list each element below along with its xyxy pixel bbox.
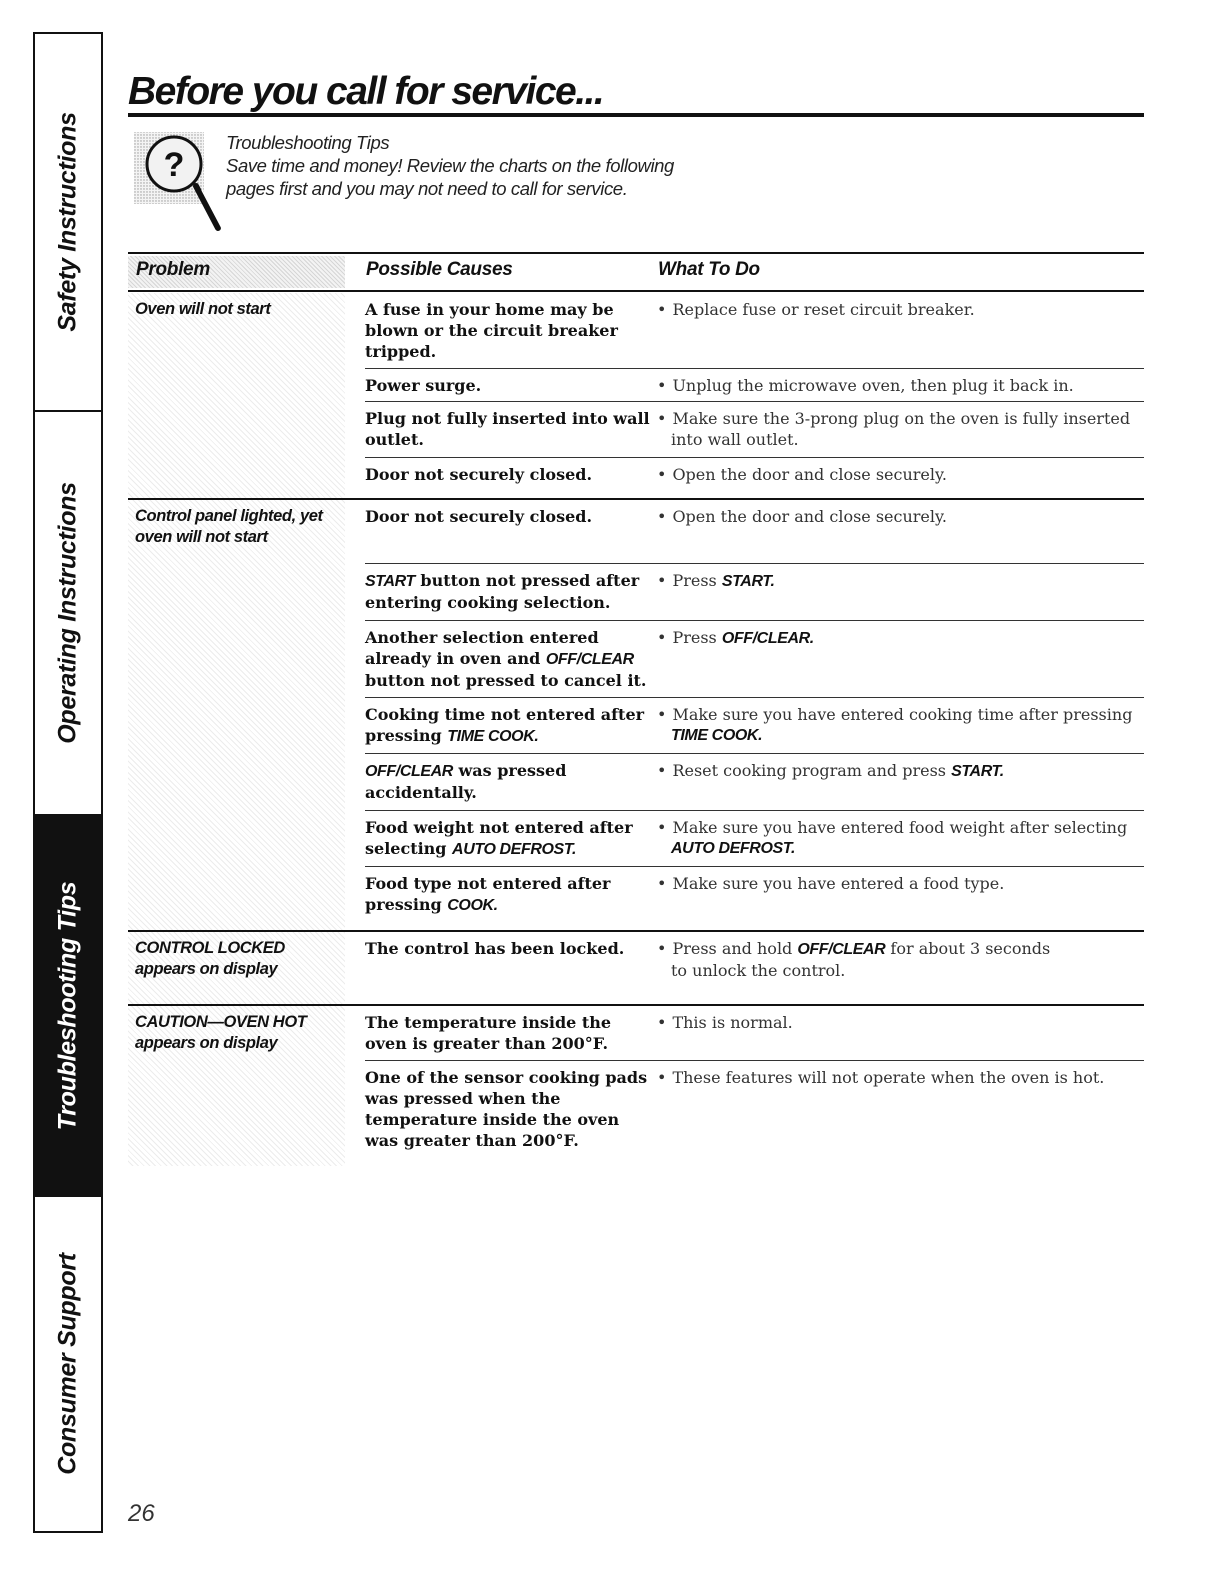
problem-group bbox=[128, 1006, 1144, 1166]
tab-label: Consumer Support bbox=[53, 1253, 82, 1475]
column-header-causes: Possible Causes bbox=[366, 259, 513, 280]
problem-line: oven will not start bbox=[135, 528, 268, 546]
problem-cell bbox=[128, 932, 345, 1004]
troubleshooting-table bbox=[128, 293, 1144, 1166]
todo-cell: • Make sure you have entered a food type. bbox=[657, 874, 1005, 893]
problem-cell bbox=[128, 1006, 345, 1166]
table-head-rule bbox=[128, 290, 1144, 292]
page-title: Before you call for service... bbox=[128, 70, 604, 113]
todo-text: for about 3 seconds bbox=[885, 939, 1051, 958]
table-row bbox=[365, 867, 1144, 930]
problem-line: CONTROL LOCKED bbox=[135, 939, 285, 957]
tab-safety-instructions[interactable] bbox=[35, 34, 101, 412]
tab-label: Safety Instructions bbox=[53, 112, 82, 332]
cause-cell: Power surge. bbox=[365, 376, 482, 395]
problem-label bbox=[128, 293, 345, 320]
cause-cell bbox=[365, 760, 657, 805]
table-row bbox=[365, 564, 1144, 621]
keyword-auto-defrost: AUTO DEFROST. bbox=[671, 840, 795, 857]
problem-cell bbox=[128, 293, 345, 498]
cause-text: pressing bbox=[365, 895, 448, 914]
cause-text: button not pressed after entering cooking selection. bbox=[365, 571, 640, 612]
todo-text: These features will not operate when the oven is hot. bbox=[672, 1068, 1105, 1087]
table-row bbox=[365, 1006, 1144, 1061]
section-tabs bbox=[33, 32, 103, 1533]
todo-cell: • Open the door and close securely. bbox=[657, 465, 948, 484]
problem-group bbox=[128, 500, 1144, 932]
table-row bbox=[365, 1061, 1144, 1166]
todo-cell: • These features will not operate when the oven is hot. bbox=[657, 1068, 1105, 1087]
cause-text: selecting bbox=[365, 839, 453, 858]
title-rule bbox=[128, 113, 1144, 117]
keyword-start: START. bbox=[951, 763, 1004, 780]
cause-text: Food type not entered after bbox=[365, 874, 611, 893]
cause-text: Cooking time not entered after bbox=[365, 705, 645, 724]
todo-cell: • Make sure you have entered food weight after selecting AUTO DEFROST. bbox=[657, 817, 1144, 861]
keyword-cook: COOK. bbox=[447, 897, 498, 914]
table-row bbox=[365, 811, 1144, 867]
cause-cell: Door not securely closed. bbox=[365, 507, 593, 526]
cause-text: Food weight not entered after bbox=[365, 818, 633, 837]
todo-cell: • Make sure you have entered cooking time after pressing TIME COOK. bbox=[657, 704, 1144, 748]
column-header-problem: Problem bbox=[136, 259, 210, 280]
cause-cell: Door not securely closed. bbox=[365, 465, 593, 484]
cause-text: Another selection entered bbox=[365, 628, 599, 647]
todo-text: This is normal. bbox=[672, 1013, 793, 1032]
problem-label bbox=[128, 500, 345, 548]
cause-cell bbox=[365, 704, 657, 748]
cause-text: pressing bbox=[365, 726, 448, 745]
tab-label: Troubleshooting Tips bbox=[53, 881, 82, 1130]
keyword-time-cook: TIME COOK. bbox=[671, 727, 763, 744]
todo-text: Open the door and close securely. bbox=[672, 507, 948, 526]
problem-label bbox=[128, 932, 345, 980]
todo-text: Open the door and close securely. bbox=[672, 465, 948, 484]
troubleshooting-intro bbox=[226, 131, 846, 200]
todo-cell: • Press OFF/CLEAR. bbox=[657, 628, 814, 647]
tab-label: Operating Instructions bbox=[53, 482, 82, 744]
todo-cell: • Make sure the 3-prong plug on the oven is fully inserted into wall outlet. bbox=[657, 408, 1144, 452]
todo-text: Press and hold bbox=[672, 939, 798, 958]
table-row bbox=[365, 932, 1144, 1002]
table-row bbox=[365, 369, 1144, 402]
cause-cell bbox=[365, 627, 657, 692]
todo-text: Make sure you have entered cooking time after pressing bbox=[672, 705, 1133, 724]
table-row bbox=[365, 293, 1144, 369]
svg-text:?: ? bbox=[163, 146, 185, 184]
cause-cell: Plug not fully inserted into wall outlet. bbox=[365, 409, 650, 449]
todo-cell: • Open the door and close securely. bbox=[657, 507, 948, 526]
table-row bbox=[365, 754, 1144, 811]
page-number: 26 bbox=[128, 1500, 155, 1527]
problem-line: appears on display bbox=[135, 960, 278, 978]
tab-operating-instructions[interactable] bbox=[35, 412, 101, 816]
todo-cell: • Replace fuse or reset circuit breaker. bbox=[657, 300, 975, 319]
keyword-start: START bbox=[365, 573, 415, 590]
cause-cell: The temperature inside the oven is greater than 200°F. bbox=[365, 1013, 612, 1053]
problem-line: CAUTION—OVEN HOT bbox=[135, 1013, 307, 1031]
todo-cell: • Press and hold OFF/CLEAR for about 3 seconds to unlock the control. bbox=[657, 938, 1144, 997]
tab-consumer-support[interactable] bbox=[35, 1197, 101, 1531]
todo-text: Press bbox=[672, 571, 722, 590]
problem-line: Oven will not start bbox=[135, 300, 271, 318]
todo-text: Make sure the 3-prong plug on the oven is fully inserted bbox=[672, 409, 1131, 428]
tips-heading: Troubleshooting Tips bbox=[226, 132, 390, 153]
todo-text: Unplug the microwave oven, then plug it back in. bbox=[672, 376, 1074, 395]
tips-line: pages first and you may not need to call for service. bbox=[226, 178, 628, 199]
keyword-off-clear: OFF/CLEAR bbox=[797, 941, 886, 958]
cause-cell bbox=[365, 570, 657, 615]
tips-line: Save time and money! Review the charts on the following bbox=[226, 155, 674, 176]
cause-text: already in oven and bbox=[365, 649, 546, 668]
todo-text: Press bbox=[672, 628, 722, 647]
cause-cell bbox=[365, 873, 657, 925]
table-row bbox=[365, 458, 1144, 496]
problem-label bbox=[128, 1006, 345, 1054]
problem-group bbox=[128, 293, 1144, 500]
problem-line: Control panel lighted, yet bbox=[135, 507, 323, 525]
tab-troubleshooting-tips[interactable] bbox=[35, 814, 101, 1197]
todo-text: Make sure you have entered a food type. bbox=[672, 874, 1005, 893]
keyword-off-clear: OFF/CLEAR. bbox=[721, 630, 814, 647]
todo-text: Make sure you have entered food weight after selecting bbox=[672, 818, 1128, 837]
todo-text: Replace fuse or reset circuit breaker. bbox=[672, 300, 975, 319]
cause-cell: One of the sensor cooking pads was pressed when the temperature inside the oven was greater than 200°F. bbox=[365, 1068, 648, 1150]
table-row bbox=[365, 698, 1144, 754]
cause-cell: A fuse in your home may be blown or the circuit breaker tripped. bbox=[365, 300, 618, 361]
column-header-todo: What To Do bbox=[658, 259, 760, 280]
todo-text: into wall outlet. bbox=[671, 430, 799, 449]
todo-text: Reset cooking program and press bbox=[672, 761, 952, 780]
keyword-off-clear: OFF/CLEAR bbox=[545, 651, 634, 668]
keyword-time-cook: TIME COOK. bbox=[447, 728, 539, 745]
cause-text: was pressed accidentally. bbox=[365, 761, 567, 802]
cause-cell: The control has been locked. bbox=[365, 939, 625, 958]
todo-cell: • This is normal. bbox=[657, 1013, 793, 1032]
problem-line: appears on display bbox=[135, 1034, 278, 1052]
problem-cell bbox=[128, 500, 345, 930]
keyword-off-clear: OFF/CLEAR bbox=[365, 763, 453, 780]
table-row bbox=[365, 621, 1144, 698]
problem-group bbox=[128, 932, 1144, 1006]
keyword-start: START. bbox=[721, 573, 775, 590]
todo-text: to unlock the control. bbox=[671, 961, 846, 980]
table-row bbox=[365, 500, 1144, 564]
todo-cell: • Reset cooking program and press START. bbox=[657, 761, 1004, 780]
keyword-auto-defrost: AUTO DEFROST. bbox=[452, 841, 577, 858]
table-top-rule bbox=[128, 252, 1144, 254]
todo-cell: • Unplug the microwave oven, then plug it back in. bbox=[657, 376, 1074, 395]
todo-cell: • Press START. bbox=[657, 571, 775, 590]
cause-text: button not pressed to cancel it. bbox=[365, 671, 647, 690]
cause-cell bbox=[365, 817, 657, 861]
table-row bbox=[365, 402, 1144, 458]
magnifier-question-icon bbox=[134, 128, 234, 238]
